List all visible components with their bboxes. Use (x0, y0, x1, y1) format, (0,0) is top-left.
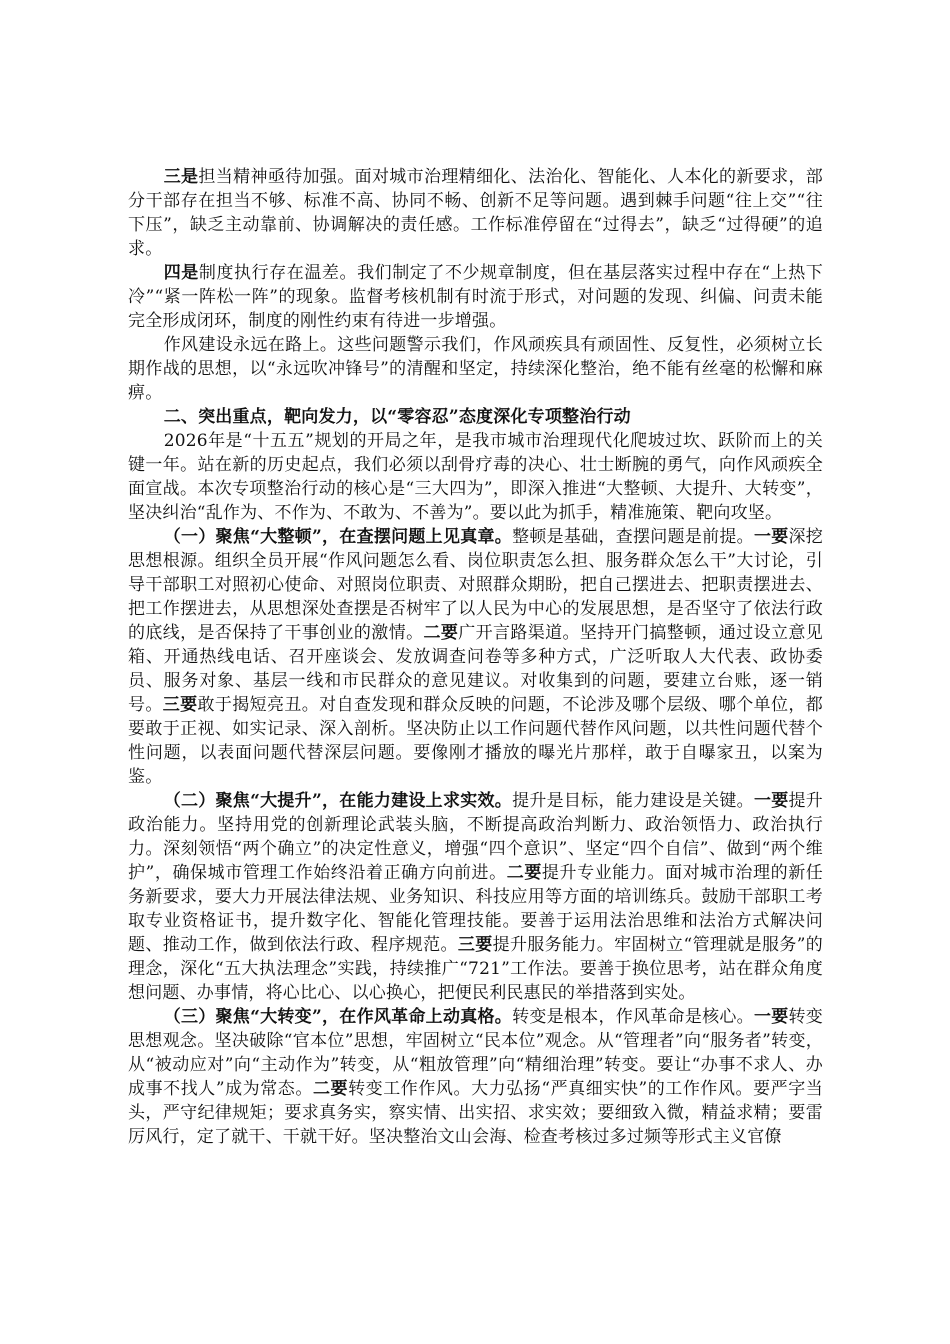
point-label: 二要 (506, 863, 542, 883)
paragraph-problem-four (128, 261, 823, 333)
paragraph-text: 转变工作作风。大力弘扬“严真细实快”的工作作风。要严字当头，严守纪律规矩；要求真务实，察实情、出实招、求实效；要细致入微，精益求精；要雷厉风行，定了就干、干就干好。坚决整治文山会海、检查考核过多过频等形式主义官僚 (128, 1079, 824, 1147)
paragraph-focus-two (128, 789, 823, 1005)
subsection-title: （一）聚焦“大整顿”，在查摆问题上见真章。 (163, 527, 513, 547)
paragraph-text: 提升专业能力。面对城市治理的新任务新要求，要大力开展法律法规、业务知识、科技应用等方面的培训练兵。鼓励干部职工考取专业资格证书，提升数字化、智能化管理技能。要善于运用法治思维和法治方式解决问题、推动工作，做到依法行政、程序规范。 (128, 863, 824, 955)
paragraph-text: 深挖思想根源。组织全员开展“作风问题怎么看、岗位职责怎么担、服务群众怎么干”大讨论，引导干部职工对照初心使命、对照岗位职责、对照群众期盼，把自己摆进去、把职责摆进去、把工作摆进去，从思想深处查摆是否树牢了以人民为中心的发展思想，是否坚守了依法行政的底线，是否保持了干事创业的激情。 (128, 527, 823, 643)
paragraph-intro (128, 429, 823, 525)
paragraph-text: 转变思想观念。坚决破除“官本位”思想，牢固树立“民本位”观念。从“管理者”向“服务者”转变，从“被动应对”向“主动作为”转变，从“粗放管理”向“精细治理”转变。要让“办事不求人、办成事不找人”成为常态。 (128, 1007, 823, 1099)
paragraph-text: 转变是根本，作风革命是核心。 (512, 1007, 754, 1027)
paragraph-text: 广开言路渠道。坚持开门搞整顿，通过设立意见箱、开通热线电话、召开座谈会、发放调查问卷等多种方式，广泛听取人大代表、政协委员、服务对象、基层一线和市民群众的意见建议。对收集到的问题，要建立台账，逐一销号。 (128, 623, 823, 715)
point-label: 三要 (457, 935, 493, 955)
point-label: 一要 (753, 1007, 789, 1027)
lead-label: 三是 (163, 167, 199, 187)
subsection-title: （三）聚焦“大转变”，在作风革命上动真格。 (163, 1007, 513, 1027)
subsection-title: （二）聚焦“大提升”，在能力建设上求实效。 (163, 791, 513, 811)
document-page (128, 165, 823, 1149)
point-label: 二要 (312, 1079, 349, 1099)
paragraph-text: 担当精神亟待加强。面对城市治理精细化、法治化、智能化、人本化的新要求，部分干部存在担当不够、标准不高、协同不畅、创新不足等问题。遇到棘手问题“往上交”“往下压”，缺乏主动靠前、协调解决的责任感。工作标准停留在“过得去”，缺乏“过得硬”的追求。 (128, 167, 823, 259)
paragraph-focus-three (128, 1005, 823, 1149)
paragraph-summary (128, 333, 823, 405)
point-label: 二要 (423, 623, 459, 643)
lead-label: 四是 (163, 263, 199, 283)
point-label: 三要 (162, 695, 198, 715)
paragraph-text: 提升服务能力。牢固树立“管理就是服务”的理念，深化“五大执法理念”实践，持续推广“721”工作法。要善于换位思考，站在群众角度想问题、办事情，将心比心、以心换心，把便民利民惠民的举措落到实处。 (128, 935, 823, 1003)
paragraph-text: 敢于揭短亮丑。对自查发现和群众反映的问题，不论涉及哪个层级、哪个单位，都要敢于正视、如实记录、深入剖析。坚决防止以工作问题代替作风问题，以共性问题代替个性问题，以表面问题代替深层问题。要像刚才播放的曝光片那样，敢于自曝家丑，以案为鉴。 (128, 695, 823, 787)
paragraph-focus-one (128, 525, 823, 789)
paragraph-text: 作风建设永远在路上。这些问题警示我们，作风顽疾具有顽固性、反复性，必须树立长期作战的思想，以“永远吹冲锋号”的清醒和坚定，持续深化整治，绝不能有丝毫的松懈和麻痹。 (128, 335, 823, 403)
point-label: 一要 (753, 527, 789, 547)
paragraph-text: 整顿是基础，查摆问题是前提。 (512, 527, 754, 547)
paragraph-text: 2026年是“十五五”规划的开局之年，是我市城市治理现代化爬坡过坎、跃阶而上的关键一年。站在新的历史起点，我们必须以刮骨疗毒的决心、壮士断腕的勇气，向作风顽疾全面宣战。本次专项整治行动的核心是“三大四为”，即深入推进“大整顿、大提升、大转变”，坚决纠治“乱作为、不作为、不敢为、不善为”。要以此为抓手，精准施策、靶向攻坚。 (128, 431, 823, 523)
paragraph-text: 提升政治能力。坚持用党的创新理论武装头脑，不断提高政治判断力、政治领悟力、政治执行力。深刻领悟“两个确立”的决定性意义，增强“四个意识”、坚定“四个自信”、做到“两个维护”，确保城市管理工作始终沿着正确方向前进。 (128, 791, 823, 883)
paragraph-text: 提升是目标，能力建设是关键。 (512, 791, 754, 811)
point-label: 一要 (753, 791, 789, 811)
paragraph-text: 制度执行存在温差。我们制定了不少规章制度，但在基层落实过程中存在“上热下冷”“紧一阵松一阵”的现象。监督考核机制有时流于形式，对问题的发现、纠偏、问责未能完全形成闭环，制度的刚性约束有待进一步增强。 (128, 263, 824, 331)
paragraph-problem-three (128, 165, 823, 261)
section-heading: 二、突出重点，靶向发力，以“零容忍”态度深化专项整治行动 (163, 407, 631, 427)
